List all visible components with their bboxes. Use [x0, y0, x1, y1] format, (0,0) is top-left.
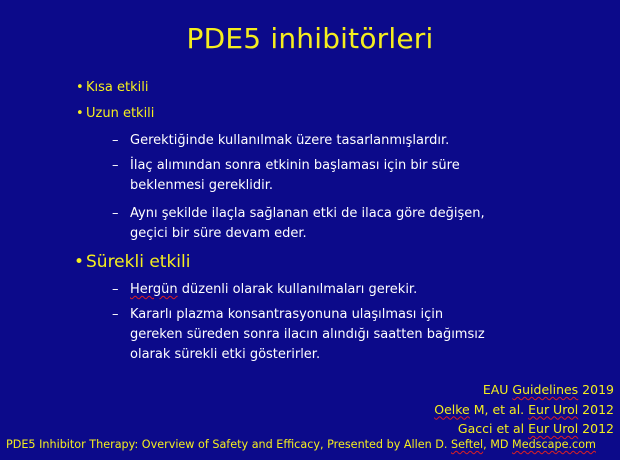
ref-underlined: Oelke	[434, 401, 470, 417]
sub-bullet-steady-state	[112, 305, 550, 365]
source-citation	[6, 438, 618, 451]
ref-text: EAU	[482, 382, 513, 397]
dash-icon: –	[112, 158, 119, 173]
sub-bullet-line: Kararlı plazma konsantrasyonuna ulaşılması için	[130, 307, 444, 322]
sub-bullet-line: beklenmesi gereklidir.	[130, 178, 274, 193]
sub-bullet-line: Aynı şekilde ilaçla sağlanan etki de ilaca göre değişen,	[130, 206, 485, 221]
sub-bullet-daily	[112, 280, 550, 300]
ref-underlined: Guidelines	[512, 382, 579, 397]
source-underlined: Seftel	[451, 438, 484, 451]
dash-icon: –	[112, 307, 119, 322]
bullet-dot-icon: •	[76, 80, 84, 95]
sub-bullet-text: düzenli olarak kullanılmaları gerekir.	[177, 282, 418, 297]
ref-text: M, et al.	[469, 401, 529, 417]
slide-title: PDE5 inhibitörleri	[186, 22, 434, 55]
bullet-long-acting	[76, 106, 155, 121]
reference-oelke	[434, 400, 614, 420]
sub-bullet-line: geçici bir süre devam eder.	[130, 226, 307, 241]
references	[434, 380, 614, 439]
dash-icon: –	[112, 133, 119, 148]
sub-bullet-line	[130, 280, 550, 300]
sub-bullet-on-demand	[112, 131, 550, 151]
dash-icon: –	[112, 206, 119, 221]
ref-underlined: Eur Urol	[528, 401, 579, 417]
bullet-short-acting	[76, 80, 149, 95]
sub-bullet-duration	[112, 204, 550, 244]
sub-bullet-line: İlaç alımından sonra etkinin başlaması için bir süre	[130, 158, 460, 173]
bullet-label: Kısa etkili	[86, 80, 149, 95]
ref-text: 2012	[578, 401, 614, 417]
sub-bullet-onset	[112, 156, 550, 196]
bullet-dot-icon: •	[76, 106, 84, 121]
ref-text: Gacci et al	[457, 421, 529, 436]
source-text: PDE5 Inhibitor Therapy: Overview of Safety and Efficacy, Presented by Allen D.	[6, 438, 451, 451]
sub-bullet-line: olarak sürekli etki gösterirler.	[130, 347, 321, 362]
reference-gacci	[434, 419, 614, 439]
bullet-label: Uzun etkili	[86, 106, 155, 121]
bullet-continuous	[74, 252, 191, 272]
spell-underlined-word: Hergün	[130, 282, 178, 297]
ref-underlined: Eur Urol	[528, 421, 579, 436]
source-text: , MD	[483, 438, 513, 451]
ref-text: 2012	[578, 421, 614, 436]
bullet-dot-icon: •	[74, 252, 85, 272]
ref-text: 2019	[578, 382, 614, 397]
dash-icon: –	[112, 282, 119, 297]
sub-bullet-line: Gerektiğinde kullanılmak üzere tasarlanmışlardır.	[130, 133, 450, 148]
source-underlined: Medscape.com	[512, 438, 596, 451]
bullet-label: Sürekli etkili	[86, 252, 191, 272]
sub-bullet-line: gereken süreden sonra ilacın alındığı saatten bağımsız	[130, 327, 485, 342]
reference-eau	[434, 380, 614, 400]
